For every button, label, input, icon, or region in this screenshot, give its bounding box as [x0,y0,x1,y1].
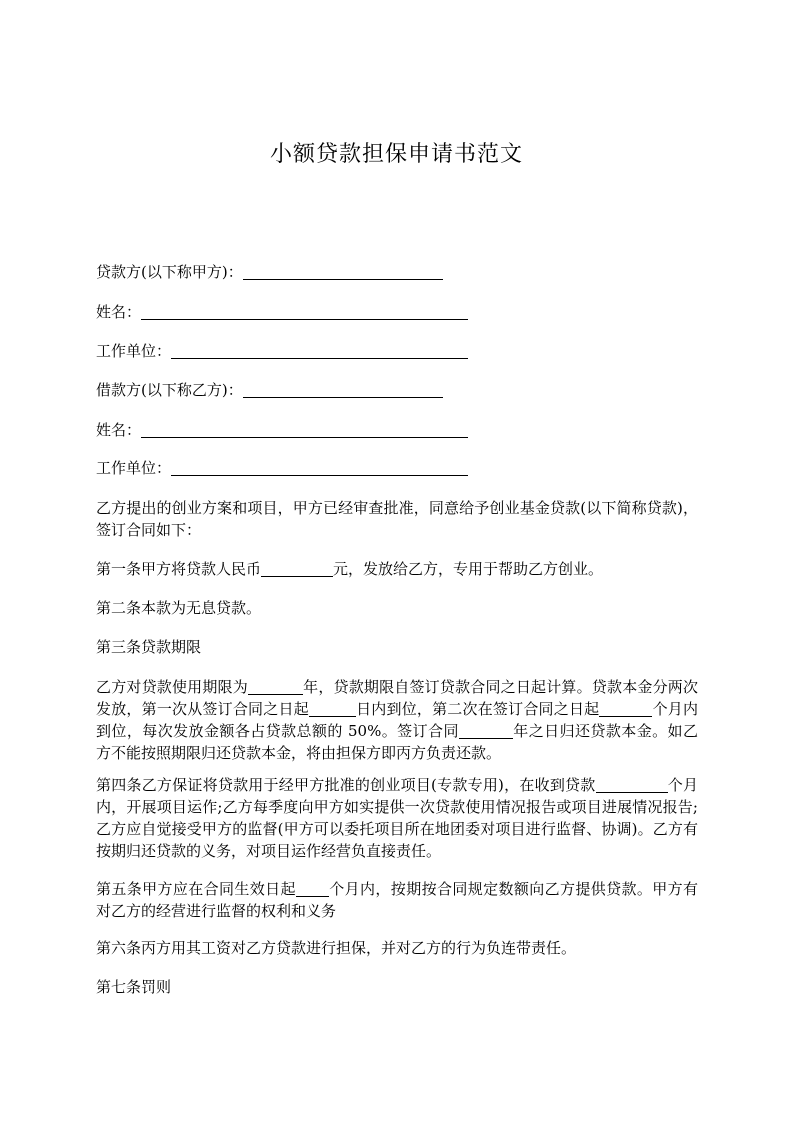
lender-employer-label: 工作单位： [96,342,172,360]
second-months-blank-part1 [599,701,637,717]
lender-blank [243,263,443,280]
lender-label: 贷款方(以下称甲方)： [96,263,243,281]
borrower-name-field [96,420,468,440]
repay-years-blank [459,723,513,739]
borrower-employer-label: 工作单位： [96,459,172,477]
document-title: 小额贷款担保申请书范文 [269,142,523,167]
lender-name-label: 姓名： [96,303,142,321]
term-text-b: 年，贷款期限自签订贷款合同之日起计算。贷款本金分两次发放，第一次从签订合同之日起 [96,678,698,718]
first-days-blank [309,701,356,717]
borrower-employer-field [96,458,468,478]
borrower-blank [243,381,443,398]
lender-employer-blank [171,342,468,359]
article-3-heading: 第三条贷款期限 [96,638,202,656]
borrower-name-label: 姓名： [96,421,142,439]
lender-field [96,262,443,282]
intro-paragraph: 乙方提出的创业方案和项目，甲方已经审查批准，同意给予创业基金贷款(以下简称贷款)，签订合同如下： [96,499,698,539]
article-3-paragraph [96,676,698,764]
lender-name-field [96,302,468,322]
article-7-heading: 第七条罚则 [96,978,172,996]
term-years-blank [248,679,303,695]
amount-blank [261,561,333,577]
lender-employer-field [96,341,468,361]
article-5-text-b: 个月内，按期按合同规定数额向乙方提供贷款。甲方有对乙方的经营进行监督的权利和义务 [96,880,698,920]
article-4-text-a: 第四条乙方保证将贷款用于经甲方批准的创业项目(专款专用)，在收到贷款 [96,776,596,794]
article-2: 第二条本款为无息贷款。 [96,599,262,617]
article-5-text-a: 第五条甲方应在合同生效日起 [96,880,296,898]
term-text-a: 乙方对贷款使用期限为 [96,678,248,696]
term-text-c: 日内到位，第二次在签订合同之日起 [355,700,600,718]
term-text-d: 个月内到位，每次发放金额各占贷款总额的 50%。签订合同 [96,700,698,740]
lender-name-blank [141,303,468,320]
article-5 [96,878,698,922]
lender-months-blank [296,881,329,897]
article-4-text-b: 个月内，开展项目运作;乙方每季度向甲方如实提供一次贷款使用情况报告或项目进展情况报告;乙方应自觉接受甲方的监督(甲方可以委托项目所在地团委对项目进行监督、协调)。乙方有按期归还贷款的义务，对项目运作经营负直接责任。 [96,776,698,860]
article-6: 第六条丙方用其工资对乙方贷款进行担保，并对乙方的行为负连带责任。 [96,939,577,957]
second-months-blank-part2 [637,701,652,717]
borrower-label: 借款方(以下称乙方)： [96,381,243,399]
borrower-name-blank [141,421,468,438]
borrower-employer-blank [171,459,468,476]
borrower-field [96,380,443,400]
term-text-e: 年之日归还贷款本金。如乙方不能按照期限归还贷款本金，将由担保方即丙方负责还款。 [96,722,698,762]
months-after-receipt-blank [596,777,668,793]
article-1-text-a: 第一条甲方将贷款人民币 [96,560,262,578]
article-1-text-b: 元，发放给乙方，专用于帮助乙方创业。 [333,560,604,578]
article-4 [96,774,698,862]
article-1 [96,558,698,580]
